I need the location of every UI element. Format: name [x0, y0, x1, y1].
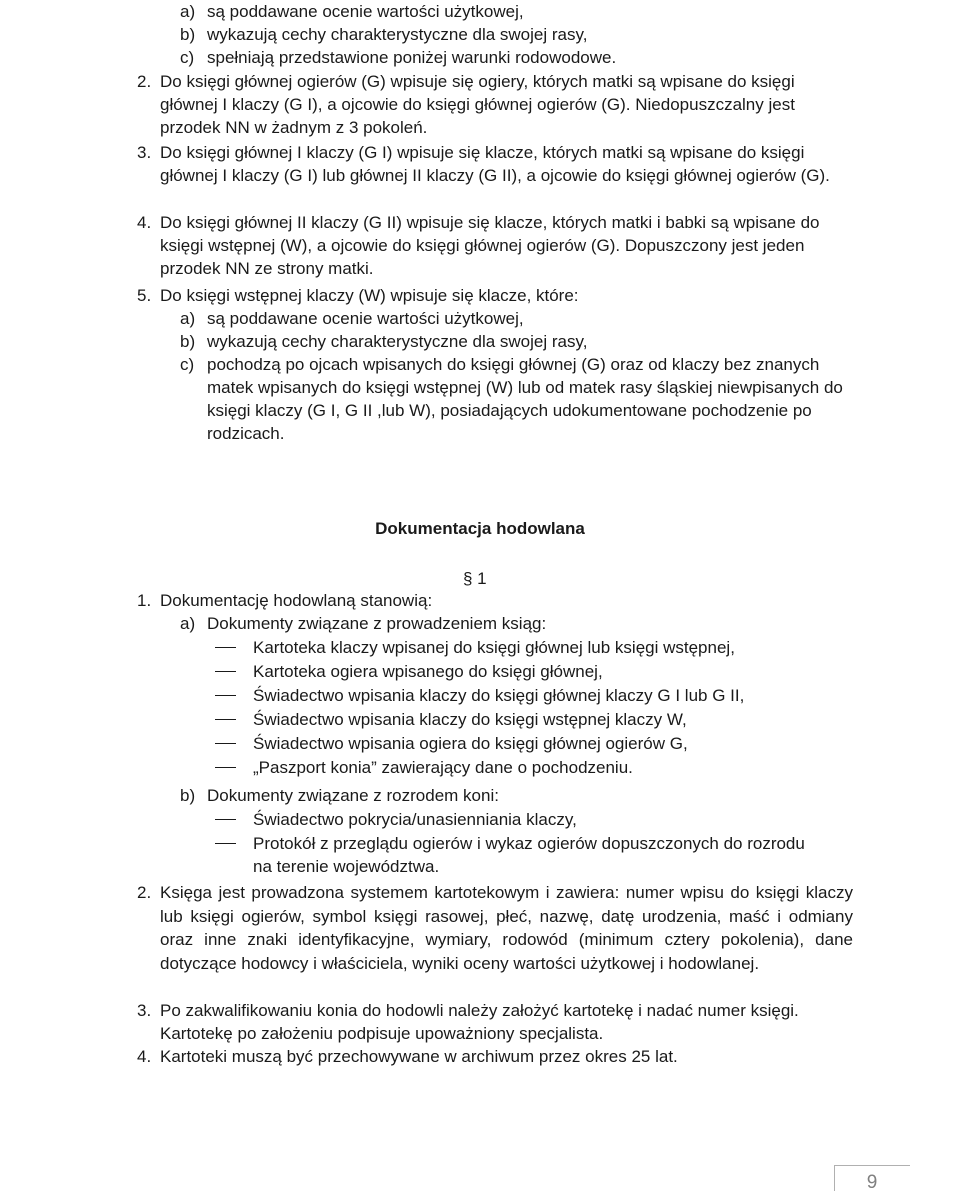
dash-icon — [215, 743, 236, 744]
doc-sub-b — [180, 784, 853, 807]
point-2 — [137, 70, 853, 139]
doc-sub-a — [180, 612, 853, 635]
point-number: 3. — [137, 1001, 152, 1020]
doc-point-4 — [137, 1045, 853, 1068]
page-number: 9 — [866, 1172, 878, 1193]
list-item: b) wykazują cechy charakterystyczne dla swojej rasy, — [180, 25, 588, 44]
point-text: Dokumentację hodowlaną stanowią: — [160, 591, 433, 610]
doc-point-2 — [137, 881, 853, 975]
dash-item: Świadectwo wpisania klaczy do księgi wstępnej klaczy W, — [160, 708, 860, 731]
dash-item: Protokół z przeglądu ogierów i wykaz ogierów dopuszczonych do rozrodu na terenie województwa. — [160, 832, 860, 878]
dash-icon — [215, 695, 236, 696]
list-item: a) są poddawane ocenie wartości użytkowej, — [180, 2, 524, 21]
paragraph-symbol: § 1 — [463, 569, 487, 588]
point-number: 5. — [137, 286, 152, 305]
list-item: b) wykazują cechy charakterystyczne dla swojej rasy, — [180, 332, 588, 351]
dash-item: „Paszport konia” zawierający dane o pochodzeniu. — [160, 756, 860, 779]
point-5-sublist — [180, 307, 853, 445]
sub-text: Dokumenty związane z prowadzeniem ksiąg: — [207, 614, 547, 633]
point-text: Po zakwalifikowaniu konia do hodowli należy założyć kartotekę i nadać numer księgi. Kartotekę po założeniu podpisuje upoważniony specjalista. — [160, 1001, 799, 1043]
point-number: 4. — [137, 1047, 152, 1066]
list-item: a) są poddawane ocenie wartości użytkowej, — [180, 309, 524, 328]
dash-icon — [215, 719, 236, 720]
point-number: 1. — [137, 591, 152, 610]
list-item: c) pochodzą po ojcach wpisanych do księgi głównej (G) oraz od klaczy bez znanych matek wpisanych do księgi wstępnej (W) lub od matek rasy śląskiej niewpisanych do księgi klaczy (G I, G II ,lub W), posiadających udokumentowane pochodzenie po rodzicach. — [180, 355, 843, 443]
dash-item: Kartoteka ogiera wpisanego do księgi głównej, — [160, 660, 860, 683]
point-5 — [137, 284, 853, 307]
point-text: Do księgi głównej I klaczy (G I) wpisuje się klacze, których matki są wpisane do księgi głównej I klaczy (G I) lub głównej II klaczy (G II), a ojcowie do księgi głównej ogierów (G). — [160, 143, 830, 185]
dash-icon — [215, 671, 236, 672]
point-number: 4. — [137, 213, 152, 232]
dash-item: Świadectwo wpisania ogiera do księgi głównej ogierów G, — [160, 732, 860, 755]
dash-icon — [215, 843, 236, 844]
dash-list-b — [160, 808, 860, 878]
dash-icon — [215, 819, 236, 820]
doc-point-3 — [137, 999, 853, 1045]
dash-icon — [215, 647, 236, 648]
list-item: c) spełniają przedstawione poniżej warunki rodowodowe. — [180, 48, 617, 67]
dash-item: Kartoteka klaczy wpisanej do księgi głównej lub księgi wstępnej, — [160, 636, 860, 659]
point-number: 2. — [137, 72, 152, 91]
point-number: 2. — [137, 883, 152, 902]
dash-icon — [215, 767, 236, 768]
sub-label: a) — [180, 614, 196, 633]
point-4 — [137, 211, 853, 280]
sub-text: Dokumenty związane z rozrodem koni: — [207, 786, 499, 805]
doc-point-1 — [137, 589, 853, 612]
point-number: 3. — [137, 143, 152, 162]
conditions-list — [180, 0, 867, 69]
dash-item: Świadectwo wpisania klaczy do księgi głównej klaczy G I lub G II, — [160, 684, 860, 707]
point-text: Do księgi wstępnej klaczy (W) wpisuje się klacze, które: — [160, 286, 579, 305]
dash-item: Świadectwo pokrycia/unasienniania klaczy, — [160, 808, 860, 831]
dash-list-a — [160, 636, 860, 779]
sub-label: b) — [180, 786, 196, 805]
point-text: Księga jest prowadzona systemem kartotekowym i zawiera: numer wpisu do księgi klaczy lub księgi ogierów, symbol księgi rasowej, płeć, nazwę, datę urodzenia, maść i odmiany oraz inne znaki identyfikacyjne, wymiary, rodowód (minimum cztery pokolenia), dane dotyczące hodowcy i właściciela, wyniki oceny wartości użytkowej i hodowlanej. — [160, 883, 853, 973]
point-text: Do księgi głównej ogierów (G) wpisuje się ogiery, których matki są wpisane do księgi głównej I klaczy (G I), a ojcowie do księgi głównej ogierów (G). Niedopuszczalny jest przodek NN w żadnym z 3 pokoleń. — [160, 72, 795, 137]
point-text: Kartoteki muszą być przechowywane w archiwum przez okres 25 lat. — [160, 1047, 678, 1066]
section-heading: Dokumentacja hodowlana — [375, 519, 585, 538]
point-3 — [137, 141, 853, 187]
point-text: Do księgi głównej II klaczy (G II) wpisuje się klacze, których matki i babki są wpisane do księgi wstępnej (W), a ojcowie do księgi głównej ogierów (G). Dopuszczony jest jeden przodek NN ze strony matki. — [160, 213, 820, 278]
